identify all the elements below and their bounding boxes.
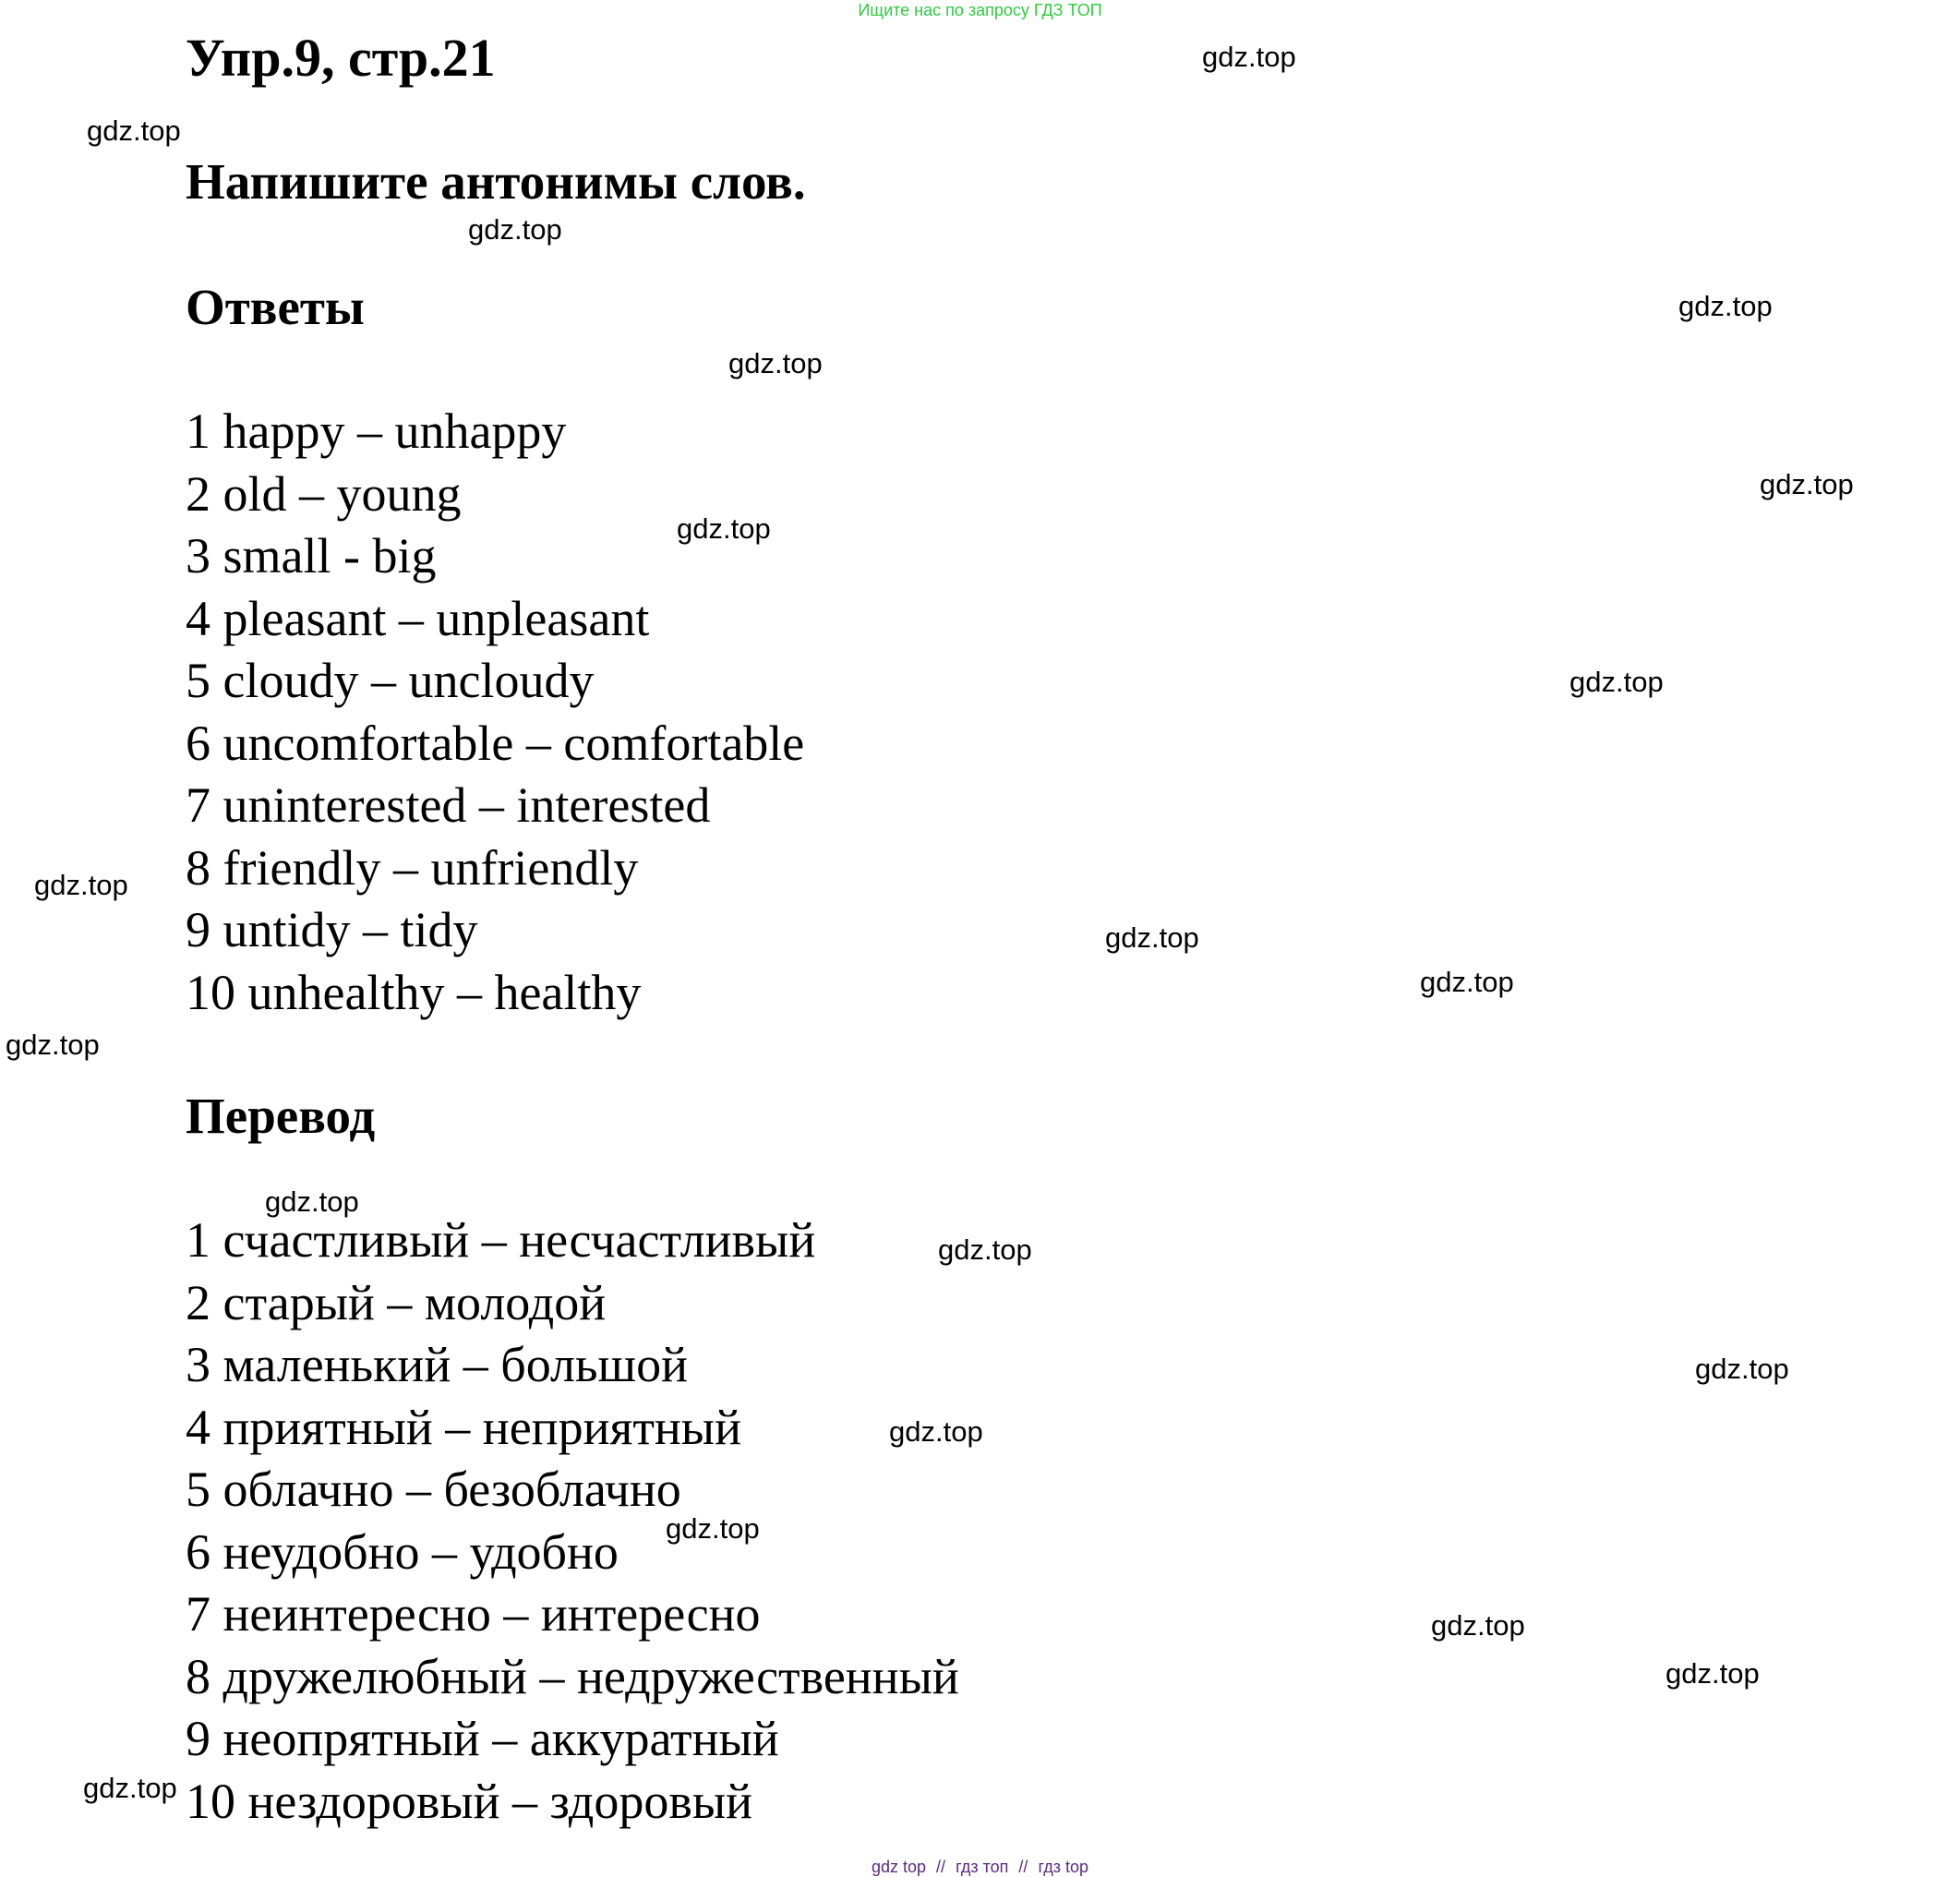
answer-item: 9 untidy – tidy [186,902,478,957]
translation-heading: Перевод [186,1088,376,1144]
answers-heading: Ответы [186,279,365,335]
task-instruction: Напишите антонимы слов. [186,153,806,210]
translation-item: 7 неинтересно – интересно [186,1586,761,1642]
watermark: gdz.top [34,869,128,901]
answer-item: 1 happy – unhappy [186,403,567,459]
watermark: gdz.top [938,1233,1032,1266]
answer-item: 10 unhealthy – healthy [186,964,642,1020]
answer-item: 4 pleasant – unpleasant [186,590,650,646]
translation-item: 3 маленький – большой [186,1337,689,1392]
translation-item: 10 нездоровый – здоровый [186,1773,753,1829]
watermark: gdz.top [1695,1353,1789,1385]
footer-link-1[interactable]: gdz top [871,1858,927,1876]
translation-item: 1 счастливый – несчастливый [186,1212,816,1268]
watermark: gdz.top [666,1512,760,1545]
footer-separator: // [936,1858,946,1876]
translation-list [186,1209,959,1833]
watermark: gdz.top [468,213,562,246]
translation-item: 9 неопрятный – аккуратный [186,1711,779,1766]
footer [0,1857,1960,1877]
watermark: gdz.top [1431,1609,1525,1642]
translation-item: 5 облачно – безоблачно [186,1462,681,1517]
answer-item: 6 uncomfortable – comfortable [186,715,805,771]
watermark: gdz.top [1665,1657,1760,1690]
page-title: Упр.9, стр.21 [186,28,496,88]
watermark: gdz.top [1569,666,1664,698]
answer-item: 3 small - big [186,528,437,584]
translation-item: 6 неудобно – удобно [186,1523,619,1580]
watermark: gdz.top [728,347,823,379]
watermark: gdz.top [1678,290,1773,322]
watermark: gdz.top [1760,468,1854,500]
watermark: gdz.top [83,1772,177,1804]
watermark: gdz.top [1105,921,1199,954]
watermark: gdz.top [677,512,771,545]
watermark: gdz.top [6,1029,100,1061]
answer-item: 5 cloudy – uncloudy [186,653,595,708]
answer-item: 8 friendly – unfriendly [186,839,639,896]
watermark: gdz.top [889,1415,983,1448]
top-banner [0,0,1960,20]
watermark: gdz.top [1202,41,1296,73]
footer-link-2[interactable]: гдз топ [956,1858,1009,1876]
answers-list [186,401,804,1024]
answer-item: 2 old – young [186,465,462,522]
watermark: gdz.top [265,1185,359,1218]
translation-item: 2 старый – молодой [186,1274,607,1330]
top-banner-text: Ищите нас по запросу ГДЗ ТОП [858,1,1102,19]
footer-separator: // [1018,1858,1028,1876]
translation-item: 4 приятный – неприятный [186,1399,741,1455]
footer-link-3[interactable]: гдз top [1038,1858,1088,1876]
watermark: gdz.top [1420,966,1514,998]
answer-item: 7 uninterested – interested [186,777,711,833]
watermark: gdz.top [87,114,181,147]
translation-item: 8 дружелюбный – недружественный [186,1648,959,1704]
